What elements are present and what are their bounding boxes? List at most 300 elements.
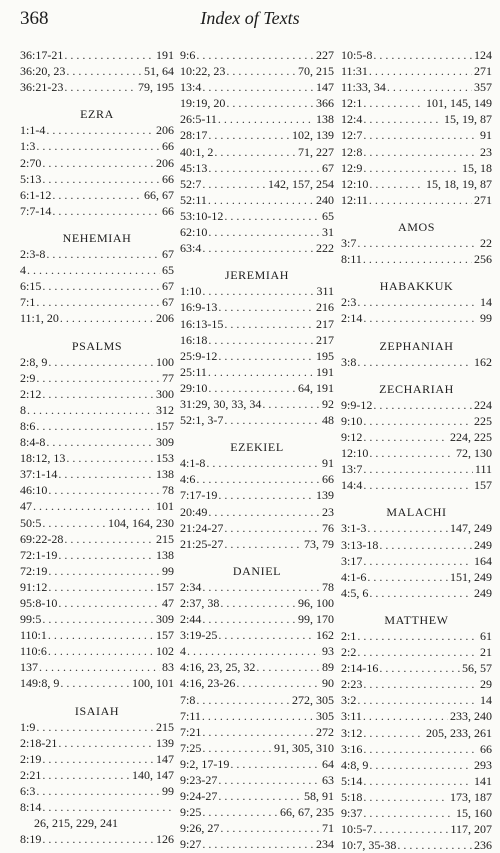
verse-reference: 110:1 — [20, 628, 47, 643]
dot-leader — [235, 675, 320, 691]
dot-leader — [201, 611, 296, 627]
dot-leader — [207, 224, 320, 240]
page-references: 206 — [156, 311, 174, 326]
verse-reference: 4:16, 23, 25, 32 — [180, 660, 256, 675]
index-entry — [341, 160, 492, 176]
verse-reference: 36:20, 23 — [20, 64, 66, 79]
page-references: 101, 145, 149 — [426, 96, 492, 111]
dot-leader — [362, 725, 424, 741]
index-entry — [180, 804, 334, 820]
verse-reference: 6:3 — [20, 784, 36, 799]
index-entry — [20, 466, 174, 482]
verse-reference: 28:17 — [180, 128, 208, 143]
section-spacer — [341, 267, 492, 278]
section-spacer — [341, 208, 492, 219]
book-heading: NEHEMIAH — [62, 230, 132, 245]
dot-leader — [396, 837, 472, 853]
index-entry — [341, 660, 492, 676]
page-references: 147 — [156, 751, 174, 766]
page-references: 70, 215 — [298, 64, 334, 79]
dot-leader — [223, 316, 314, 332]
verse-reference: 4:6 — [180, 472, 196, 487]
verse-reference: 3:2 — [341, 693, 357, 708]
verse-reference: 5:13 — [20, 171, 42, 186]
verse-reference: 16:13-15 — [180, 316, 224, 331]
dot-leader — [65, 450, 154, 466]
index-entry — [20, 595, 174, 611]
dot-leader — [63, 531, 154, 547]
dot-leader — [378, 537, 472, 553]
page-references: 224 — [474, 397, 492, 412]
verse-reference: 13:7 — [341, 462, 363, 477]
page-references: 236 — [474, 838, 492, 853]
page-references: 15, 19, 87 — [444, 112, 492, 127]
page-references: 153 — [156, 451, 174, 466]
page-references: 191 — [156, 48, 174, 62]
verse-reference: 7:1 — [20, 295, 36, 310]
index-entry — [341, 628, 492, 644]
page-references: 99 — [480, 311, 492, 326]
index-entry — [180, 536, 334, 552]
dot-leader — [356, 354, 472, 370]
dot-leader — [368, 757, 472, 773]
entry-page-references: 26, 215, 229, 241 — [34, 816, 118, 831]
verse-reference: 69:22-28 — [20, 531, 64, 546]
index-entry — [20, 515, 174, 531]
index-entry — [20, 563, 174, 579]
index-entry — [341, 692, 492, 708]
book-heading: JEREMIAH — [224, 268, 290, 283]
index-entry — [341, 192, 492, 208]
verse-reference: 9:6 — [180, 48, 196, 62]
verse-reference: 9:9-12 — [341, 397, 373, 412]
index-entry — [180, 127, 334, 143]
page-references: 206 — [156, 123, 174, 138]
verse-reference: 12:8 — [341, 144, 363, 159]
dot-leader — [366, 520, 448, 536]
verse-reference: 12:4 — [341, 112, 363, 127]
page-references: 138 — [316, 112, 334, 127]
verse-reference: 13:4 — [180, 80, 202, 95]
section-spacer — [341, 327, 492, 338]
dot-leader — [201, 740, 272, 756]
verse-reference: 2:2 — [341, 645, 357, 660]
index-entry — [20, 246, 174, 262]
page-references: 215 — [156, 719, 174, 734]
page-references: 216 — [316, 300, 334, 315]
verse-reference: 2:12 — [20, 386, 42, 401]
verse-reference: 4:1-6 — [341, 569, 367, 584]
running-title: Index of Texts — [200, 8, 300, 28]
page-references: 157 — [156, 628, 174, 643]
verse-reference: 4:1-8 — [180, 456, 206, 471]
page-references: 66 — [162, 139, 174, 154]
dot-leader — [63, 47, 154, 63]
index-entry — [20, 187, 174, 203]
page-references: 66, 67 — [144, 187, 174, 202]
page-references: 29 — [480, 677, 492, 692]
page-references: 147, 249 — [450, 521, 492, 536]
verse-reference: 25:9-12 — [180, 348, 218, 363]
page-references: 65 — [322, 208, 334, 223]
verse-reference: 9:25 — [180, 805, 202, 820]
verse-reference: 10:5-8 — [341, 48, 373, 62]
verse-reference: 72:19 — [20, 563, 48, 578]
page-references: 100, 101 — [132, 676, 174, 691]
page-references: 312 — [156, 402, 174, 417]
dot-leader — [45, 122, 154, 138]
page-references: 101 — [156, 499, 174, 514]
verse-reference: 8:19 — [20, 832, 42, 847]
page-references: 240 — [316, 192, 334, 207]
index-entry — [20, 675, 174, 691]
verse-reference: 2:70 — [20, 155, 42, 170]
index-entry — [180, 208, 334, 224]
index-entry — [180, 504, 334, 520]
verse-reference: 40:1, 2 — [180, 144, 214, 159]
index-entry — [341, 821, 492, 837]
index-entry — [180, 299, 334, 315]
index-entry — [180, 579, 334, 595]
index-entry — [20, 659, 174, 675]
section-spacer — [180, 552, 334, 563]
book-heading: MALACHI — [386, 505, 447, 520]
verse-reference: 1:9 — [20, 719, 36, 734]
verse-reference: 21:24-27 — [180, 520, 224, 535]
verse-reference: 2:18-21 — [20, 735, 58, 750]
verse-reference: 110:6 — [20, 644, 47, 659]
page-references: 51, 64 — [144, 64, 174, 79]
verse-reference: 14:4 — [341, 478, 363, 493]
index-entry-continuation — [20, 815, 174, 831]
page-references: 102 — [156, 644, 174, 659]
index-entry — [180, 283, 334, 299]
dot-leader — [356, 644, 478, 660]
page-references: 272, 305 — [292, 692, 334, 707]
dot-leader — [207, 380, 296, 396]
page-references: 217 — [316, 332, 334, 347]
page-references: 224, 225 — [450, 429, 492, 444]
page-references: 64 — [322, 756, 334, 771]
dot-leader — [35, 294, 160, 310]
page-references: 138 — [156, 547, 174, 562]
index-entry — [180, 692, 334, 708]
index-entry — [341, 757, 492, 773]
dot-leader — [201, 579, 320, 595]
dot-leader — [223, 208, 320, 224]
index-entry — [341, 477, 492, 493]
verse-reference: 3:17 — [341, 553, 363, 568]
page-references: 191 — [316, 364, 334, 379]
page-references: 66 — [162, 203, 174, 218]
page-references: 99 — [162, 784, 174, 799]
verse-reference: 4:8, 9 — [341, 757, 369, 772]
verse-reference: 5:14 — [341, 773, 363, 788]
index-entry — [341, 461, 492, 477]
dot-leader — [45, 434, 154, 450]
page-references: 66 — [480, 741, 492, 756]
index-entry — [20, 386, 174, 402]
index-entry — [20, 450, 174, 466]
verse-reference: 8:4-8 — [20, 435, 46, 450]
page-references: 99 — [162, 563, 174, 578]
page-references — [172, 799, 174, 815]
dot-leader — [362, 413, 472, 429]
index-entry — [341, 569, 492, 585]
verse-reference: 3:7 — [341, 236, 357, 251]
dot-leader — [219, 595, 296, 611]
page-references: 249 — [474, 585, 492, 600]
dot-leader — [362, 111, 442, 127]
dot-leader — [219, 820, 320, 836]
dot-leader — [217, 788, 302, 804]
page-references: 139 — [156, 735, 174, 750]
index-entry — [180, 192, 334, 208]
page-references: 93 — [322, 644, 334, 659]
dot-leader — [35, 370, 160, 386]
page-references: 215 — [156, 531, 174, 546]
page-references: 142, 157, 254 — [268, 176, 334, 191]
page-references: 71, 227 — [298, 144, 334, 159]
section-spacer — [180, 256, 334, 267]
dot-leader — [195, 471, 320, 487]
dot-leader — [386, 79, 472, 95]
verse-reference: 7:21 — [180, 724, 202, 739]
index-entry — [341, 176, 492, 192]
dot-leader — [378, 660, 460, 676]
index-entry — [180, 724, 334, 740]
index-entry — [20, 627, 174, 643]
page-references: 151, 249 — [450, 569, 492, 584]
index-entry — [20, 310, 174, 326]
dot-leader — [201, 836, 314, 852]
dot-leader — [201, 283, 314, 299]
index-entry — [20, 643, 174, 659]
verse-reference: 62:10 — [180, 225, 208, 240]
verse-reference: 8:6 — [20, 418, 36, 433]
page-references: 21 — [480, 645, 492, 660]
dot-leader — [223, 412, 320, 428]
page-references: 47 — [162, 596, 174, 610]
verse-reference: 7:7-14 — [20, 203, 52, 218]
verse-reference: 9:23-27 — [180, 773, 218, 788]
dot-leader — [201, 240, 314, 256]
page-number: 368 — [20, 8, 49, 29]
page-references: 100 — [156, 354, 174, 369]
verse-reference: 2:34 — [180, 579, 202, 594]
index-entry — [180, 63, 334, 79]
page-references: 126 — [156, 832, 174, 847]
index-entry — [341, 429, 492, 445]
dot-leader — [217, 111, 314, 127]
index-entry — [341, 773, 492, 789]
page-references: 173, 187 — [450, 789, 492, 804]
page-references: 205, 233, 261 — [426, 725, 492, 740]
dot-leader — [47, 627, 154, 643]
dot-leader — [35, 783, 160, 799]
page-references: 249 — [474, 537, 492, 552]
page-header — [0, 6, 500, 34]
page-references: 66 — [322, 472, 334, 487]
verse-reference: 72:1-19 — [20, 547, 58, 562]
index-entry — [20, 63, 174, 79]
page-references: 117, 207 — [450, 822, 492, 837]
verse-reference: 9:10 — [341, 413, 363, 428]
index-entry — [341, 676, 492, 692]
page-references: 56, 57 — [462, 661, 492, 676]
index-entry — [180, 79, 334, 95]
dot-leader — [368, 445, 454, 461]
index-entry — [341, 741, 492, 757]
dot-leader — [207, 192, 314, 208]
verse-reference: 6:1-12 — [20, 187, 52, 202]
index-entry — [180, 224, 334, 240]
page-references: 61 — [480, 629, 492, 643]
index-entry — [341, 79, 492, 95]
page-references: 73, 79 — [304, 536, 334, 551]
index-entry — [341, 445, 492, 461]
verse-reference: 1:10 — [180, 284, 202, 299]
page-references: 90 — [322, 676, 334, 691]
verse-reference: 52:11 — [180, 192, 207, 207]
index-column-1 — [20, 47, 174, 847]
index-entry — [341, 585, 492, 601]
dot-leader — [45, 246, 160, 262]
verse-reference: 20:49 — [180, 504, 208, 519]
section-spacer — [20, 327, 174, 338]
page-references: 233, 240 — [450, 709, 492, 724]
dot-leader — [201, 708, 314, 724]
verse-reference: 9:2, 17-19 — [180, 756, 230, 771]
page-references: 72, 130 — [456, 446, 492, 461]
verse-reference: 11:1, 20 — [20, 311, 59, 326]
verse-reference: 9:26, 27 — [180, 821, 220, 836]
dot-leader — [362, 741, 478, 757]
book-heading: ISAIAH — [74, 703, 120, 718]
index-entry — [20, 831, 174, 847]
page-references: 311 — [316, 284, 334, 299]
section-spacer — [20, 95, 174, 106]
page-references: 58, 91 — [304, 789, 334, 804]
index-entry — [180, 659, 334, 675]
page-references: 31 — [322, 225, 334, 240]
index-entry — [20, 203, 174, 219]
verse-reference: 2:3-8 — [20, 247, 46, 262]
dot-leader — [207, 332, 314, 348]
dot-leader — [201, 79, 314, 95]
verse-reference: 7:25 — [180, 740, 202, 755]
verse-reference: 37:1-14 — [20, 467, 58, 482]
dot-leader — [217, 627, 314, 643]
verse-reference: 1:1-4 — [20, 123, 46, 138]
page-references: 272 — [316, 724, 334, 739]
index-entry — [341, 644, 492, 660]
index-entry — [341, 837, 492, 853]
page-references: 15, 18, 19, 87 — [426, 176, 492, 191]
index-entry — [180, 364, 334, 380]
dot-leader — [35, 138, 160, 154]
page-references: 96, 100 — [298, 596, 334, 610]
index-entry — [180, 820, 334, 836]
dot-leader — [205, 455, 320, 471]
verse-reference: 9:12 — [341, 429, 363, 444]
dot-leader — [362, 251, 472, 267]
verse-reference: 2:3 — [341, 295, 357, 310]
verse-reference: 4 — [180, 644, 186, 659]
verse-reference: 53:10-12 — [180, 208, 224, 223]
dot-leader — [26, 262, 160, 278]
page-references: 300 — [156, 386, 174, 401]
index-entry — [341, 520, 492, 536]
dot-leader — [225, 95, 314, 111]
index-entry — [20, 354, 174, 370]
verse-reference: 9:24-27 — [180, 789, 218, 804]
dot-leader — [41, 171, 160, 187]
dot-leader — [372, 821, 448, 837]
verse-reference: 10:5-7 — [341, 822, 373, 837]
verse-reference: 46:10 — [20, 483, 48, 498]
page-references: 15, 18 — [462, 160, 492, 175]
page-references: 92 — [322, 396, 334, 411]
index-entry — [180, 611, 334, 627]
dot-leader — [195, 47, 314, 63]
verse-reference: 5:18 — [341, 789, 363, 804]
index-entry — [20, 262, 174, 278]
index-entry — [20, 783, 174, 799]
page-references: 78 — [162, 483, 174, 498]
page-references: 65 — [162, 263, 174, 278]
page-references: 366 — [316, 96, 334, 111]
page-references: 217 — [316, 316, 334, 331]
page-references: 309 — [156, 435, 174, 450]
page-references: 111 — [474, 462, 492, 477]
index-entry — [180, 455, 334, 471]
verse-reference: 3:19-25 — [180, 628, 218, 643]
dot-leader — [368, 585, 472, 601]
verse-reference: 2:19 — [20, 751, 42, 766]
verse-reference: 4:5, 6 — [341, 585, 369, 600]
index-column-2 — [180, 47, 334, 853]
page-references: 83 — [162, 660, 174, 675]
verse-reference: 21:25-27 — [180, 536, 224, 551]
page-references: 293 — [474, 757, 492, 772]
index-column-3 — [341, 47, 492, 853]
verse-reference: 9:37 — [341, 806, 363, 821]
index-entry — [341, 95, 492, 111]
verse-reference: 10:7, 35-38 — [341, 838, 397, 853]
page-references: 138 — [156, 467, 174, 482]
page-references: 305 — [316, 708, 334, 723]
index-entry — [180, 240, 334, 256]
verse-reference: 63:4 — [180, 241, 202, 256]
index-entry — [20, 767, 174, 783]
verse-reference: 16:18 — [180, 332, 208, 347]
index-entry — [20, 294, 174, 310]
verse-reference: 11:33, 34 — [341, 80, 386, 95]
dot-leader — [41, 831, 154, 847]
page-references: 357 — [474, 80, 492, 95]
index-entry — [20, 47, 174, 63]
page-references: 309 — [156, 612, 174, 627]
dot-leader — [207, 504, 320, 520]
dot-leader — [51, 187, 142, 203]
dot-leader — [201, 724, 314, 740]
index-entry — [180, 47, 334, 63]
index-entry — [20, 531, 174, 547]
page-references: 14 — [480, 693, 492, 708]
book-heading: AMOS — [397, 219, 436, 234]
dot-leader — [362, 310, 478, 326]
